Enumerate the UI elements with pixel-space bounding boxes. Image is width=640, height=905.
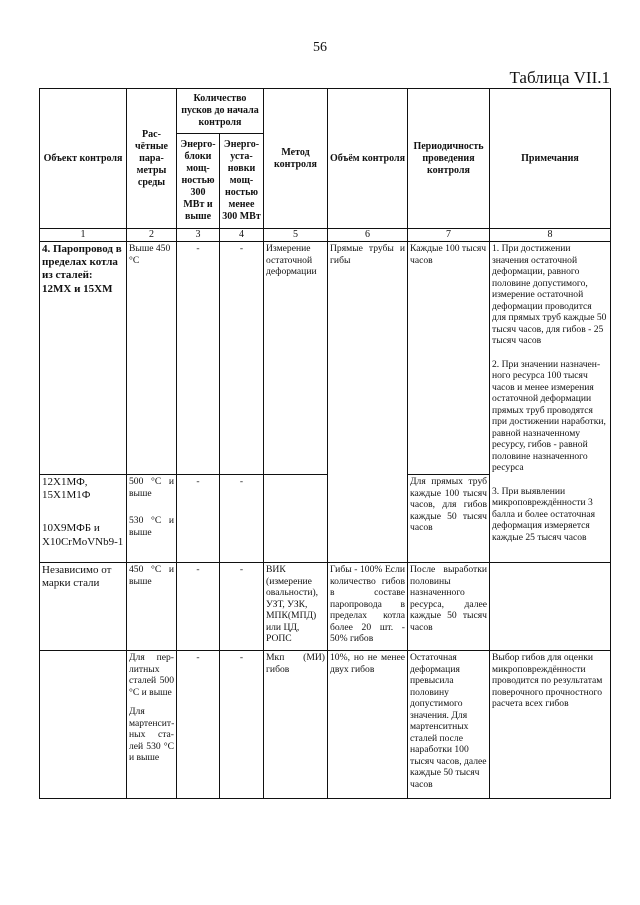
- object-cell: [40, 651, 127, 799]
- method-cell: Измерение остаточной деформации: [264, 242, 328, 475]
- method-cell: [264, 475, 328, 563]
- periodicity-cell: Остаточная деформация превысила половину допустимого значения. Для мартенситных сталей после наработки 100 тысяч часов, далее каждые 50 тысяч часов: [408, 651, 490, 799]
- starts-300-plus-cell: -: [177, 651, 220, 799]
- starts-below-300-cell: -: [220, 475, 264, 563]
- page-number: 56: [313, 40, 327, 55]
- header-notes: Примечания: [490, 89, 611, 229]
- object-steel-b: 10Х9МФБ и X10CrMoVNb9-1: [42, 522, 124, 548]
- params-a: Для пер-литных сталей 500 °С и выше: [129, 652, 174, 698]
- volume-cell: Прямые трубы и гибы: [328, 242, 408, 563]
- object-steel-a: 12Х1МФ, 15Х1М1Ф: [42, 476, 91, 502]
- starts-300-plus-cell: -: [177, 475, 220, 563]
- note-2: 2. При значении назначен-ного ресурса 100 тысяч часов и менее измерения остаточной деформации прямых труб проводятся при достижении наработки, равной назначенному ресурсу, гибов - равной половине назначенного ресурса: [492, 358, 606, 473]
- params-cell: Выше 450 °С: [127, 242, 177, 475]
- params-b: 530 °С и выше: [129, 515, 174, 538]
- object-cell: 4. Паропровод в пределах котла из сталей: 12МХ и 15ХМ: [40, 242, 127, 475]
- column-number: 1: [40, 229, 127, 242]
- header-method: Метод контроля: [264, 89, 328, 229]
- params-cell: [127, 475, 177, 563]
- starts-below-300-cell: -: [220, 651, 264, 799]
- starts-below-300-cell: -: [220, 242, 264, 475]
- header-starts-below-300: Энерго-уста-новки мощ-ностью менее 300 МВт: [220, 134, 264, 229]
- header-periodicity: Периодичность проведения контроля: [408, 89, 490, 229]
- header-volume: Объём контроля: [328, 89, 408, 229]
- column-number: 5: [264, 229, 328, 242]
- object-cell: Независимо от марки стали: [40, 563, 127, 651]
- column-number: 4: [220, 229, 264, 242]
- column-number: 8: [490, 229, 611, 242]
- starts-300-plus-cell: -: [177, 563, 220, 651]
- column-number: 7: [408, 229, 490, 242]
- column-number: 2: [127, 229, 177, 242]
- periodicity-cell: Для прямых труб каждые 100 тысяч часов, для гибов каждые 50 тысяч часов: [408, 475, 490, 563]
- method-cell: ВИК (измерение овальности), УЗТ, УЗК, МПК(МПД) или ЦД, РОПС: [264, 563, 328, 651]
- control-table: [39, 88, 611, 799]
- note-3: 3. При выявлении микроповреждённости 3 балла и более остаточная деформация измеряется каждые 25 тысяч часов: [492, 485, 596, 543]
- method-cell: Мкп (МИ) гибов: [264, 651, 328, 799]
- periodicity-cell: Каждые 100 тысяч часов: [408, 242, 490, 475]
- header-object: Объект контроля: [40, 89, 127, 229]
- notes-cell: [490, 242, 611, 563]
- note-1: 1. При достижении значения остаточной деформации, равного половине допустимого, измерение остаточной деформации проводится для прямых труб каждые 50 тысяч часов, для гибов - 25 тысяч часов: [492, 243, 607, 346]
- params-b: Для мартенсит-ных ста-лей 530 °С и выше: [129, 706, 175, 763]
- header-starts-300-plus: Энерго-блоки мощ-ностью 300 МВт и выше: [177, 134, 220, 229]
- column-number: 6: [328, 229, 408, 242]
- starts-below-300-cell: -: [220, 563, 264, 651]
- table-title: Таблица VII.1: [509, 68, 610, 87]
- params-a: 500 °С и выше: [129, 476, 174, 499]
- notes-cell: [490, 563, 611, 651]
- periodicity-cell: После выработки половины назначенного ресурса, далее каждые 50 тысяч часов: [408, 563, 490, 651]
- header-starts-group: Количество пусков до начала контроля: [177, 89, 264, 134]
- starts-300-plus-cell: -: [177, 242, 220, 475]
- volume-cell: Гибы - 100% Если количество гибов в составе паропровода в пределах котла более 20 шт. - 50% гибов: [328, 563, 408, 651]
- header-params: Рас-чётные пара-метры среды: [127, 89, 177, 229]
- notes-cell: Выбор гибов для оценки микроповреждённости проводится по результатам поверочного прочностного расчета всех гибов: [490, 651, 611, 799]
- params-cell: 450 °С и выше: [127, 563, 177, 651]
- object-cell: [40, 475, 127, 563]
- params-cell: [127, 651, 177, 799]
- column-number: 3: [177, 229, 220, 242]
- volume-cell: 10%, но не менее двух гибов: [328, 651, 408, 799]
